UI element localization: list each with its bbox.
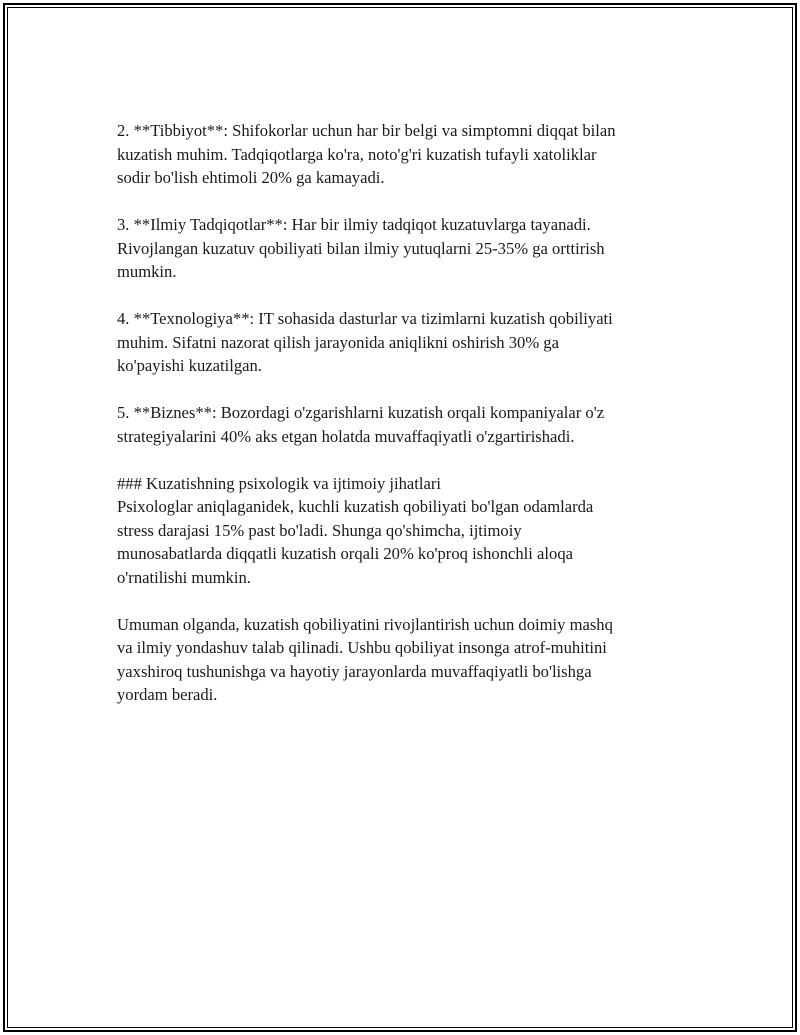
paragraph-medicine: 2. **Tibbiyot**: Shifokorlar uchun har bir belgi va simptomni diqqat bilan kuzatish muhim. Tadqiqotlarga ko'ra, noto'g'ri kuzatish tufayli xatoliklar sodir bo'lish ehtimoli 20% ga kamayadi. bbox=[117, 121, 616, 187]
document-body bbox=[117, 119, 677, 730]
paragraph-psychology: Psixologlar aniqlaganidek, kuchli kuzatish qobiliyati bo'lgan odamlarda stress darajasi 15% past bo'ladi. Shunga qo'shimcha, ijtimoiy munosabatlarda diqqatli kuzatish orqali 20% ko'proq ishonchli aloqa o'rnatilishi mumkin. bbox=[117, 497, 594, 587]
section-heading-psychology: ### Kuzatishning psixologik va ijtimoiy jihatlari bbox=[117, 473, 442, 493]
paragraph-technology: 4. **Texnologiya**: IT sohasida dasturlar va tizimlarni kuzatish qobiliyati muhim. Sifatni nazorat qilish jarayonida aniqlikni oshirish 30% ga ko'payishi kuzatilgan. bbox=[117, 309, 613, 375]
paragraph-scientific-research: 3. **Ilmiy Tadqiqotlar**: Har bir ilmiy tadqiqot kuzatuvlarga tayanadi. Rivojlangan kuzatuv qobiliyati bilan ilmiy yutuqlarni 25-35% ga orttirish mumkin. bbox=[117, 215, 605, 281]
paragraph-business: 5. **Biznes**: Bozordagi o'zgarishlarni kuzatish orqali kompaniyalar o'z strategiyalarini 40% aks etgan holatda muvaffaqiyatli o'zgartirishadi. bbox=[117, 403, 605, 446]
paragraph-conclusion: Umuman olganda, kuzatish qobiliyatini rivojlantirish uchun doimiy mashq va ilmiy yondashuv talab qilinadi. Ushbu qobiliyat insonga atrof-muhitini yaxshiroq tushunishga va hayotiy jarayonlarda muvaffaqiyatli bo'lishga yordam beradi. bbox=[117, 614, 613, 704]
